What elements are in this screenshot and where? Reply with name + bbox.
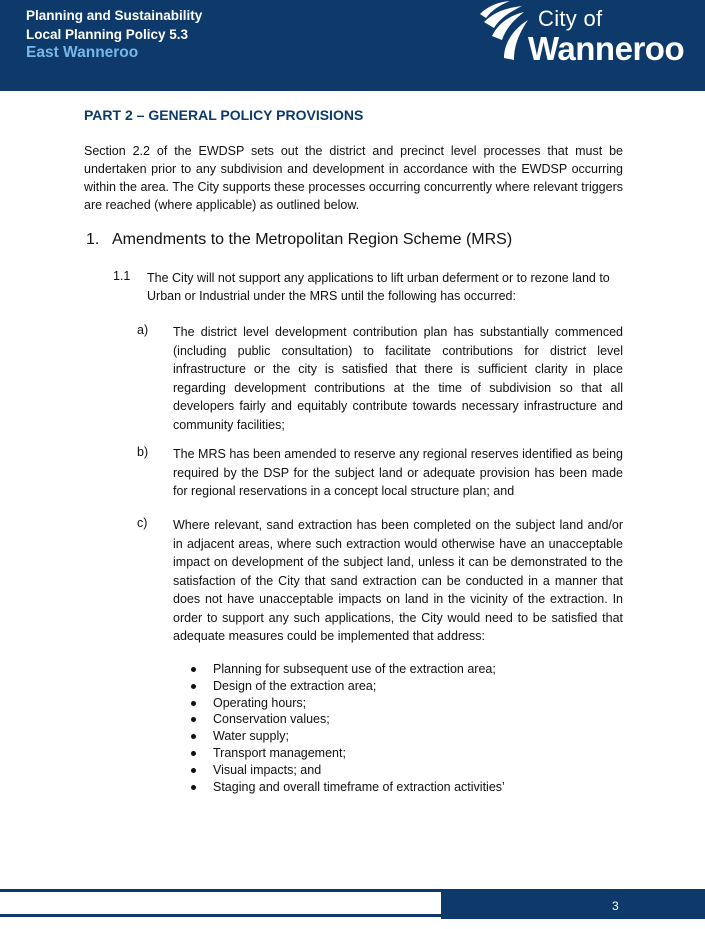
list-item: Design of the extraction area; (188, 678, 628, 695)
logo-wanneroo-text: Wanneroo (528, 30, 685, 67)
measures-list (188, 661, 628, 795)
item-a-label: a) (137, 323, 149, 337)
subsection-text: The City will not support any applications to lift urban deferment or to rezone land to Urban or Industrial under the MRS until the following has occurred: (147, 271, 610, 303)
page-number: 3 (612, 899, 619, 913)
logo-city-text: City of (538, 6, 603, 31)
list-item: Transport management; (188, 745, 628, 762)
section-heading (86, 231, 512, 249)
list-item: Visual impacts; and (188, 762, 628, 779)
item-c-label: c) (137, 516, 148, 530)
item-b-label: b) (137, 445, 149, 459)
header-department: Planning and Sustainability (26, 8, 203, 23)
header-area-name: East Wanneroo (26, 44, 139, 61)
part-heading: PART 2 – GENERAL POLICY PROVISIONS (84, 107, 364, 123)
list-item: Operating hours; (188, 695, 628, 712)
list-item: Staging and overall timeframe of extraction activities’ (188, 779, 628, 796)
list-item: Conservation values; (188, 711, 628, 728)
footer-page-box (441, 892, 705, 919)
item-b-text: The MRS has been amended to reserve any regional reserves identified as being required by the DSP for the subject land or adequate provision has been made for regional reservations in a concept local structure plan; and (173, 447, 623, 498)
footer-divider-lower (0, 914, 441, 917)
city-of-wanneroo-logo (478, 0, 700, 70)
section-number: 1. (86, 231, 100, 248)
section-title-text: Amendments to the Metropolitan Region Scheme (MRS) (112, 231, 513, 248)
intro-paragraph: Section 2.2 of the EWDSP sets out the district and precinct level processes that must be undertaken prior to any subdivision and development in accordance with the EWDSP occurring within the area. The City supports these processes occurring concurrently where relevant triggers are reached (where applicable) as outlined below. (84, 144, 623, 212)
page-header (0, 0, 705, 91)
item-a-text: The district level development contribution plan has substantially commenced (including public consultation) to facilitate contributions for district level infrastructure or the city is satisfied that there is sufficient clarity in place regarding development contributions at the time of subdivision so that all developers fairly and equitably contribute towards necessary infrastructure and community facilities; (173, 325, 623, 432)
item-c-text: Where relevant, sand extraction has been completed on the subject land and/or in adjacent areas, where such extraction would otherwise have an unacceptable impact on development of the subject land, unless it can be demonstrated to the satisfaction of the City that sand extraction can be conducted in a manner that does not have unacceptable impacts on land in the vicinity of the extraction. In order to support any such applications, the City would need to be satisfied that adequate measures could be implemented that address: (173, 518, 623, 643)
subsection-number: 1.1 (113, 269, 131, 283)
header-policy-title: Local Planning Policy 5.3 (26, 27, 189, 42)
list-item: Water supply; (188, 728, 628, 745)
list-item: Planning for subsequent use of the extraction area; (188, 661, 628, 678)
